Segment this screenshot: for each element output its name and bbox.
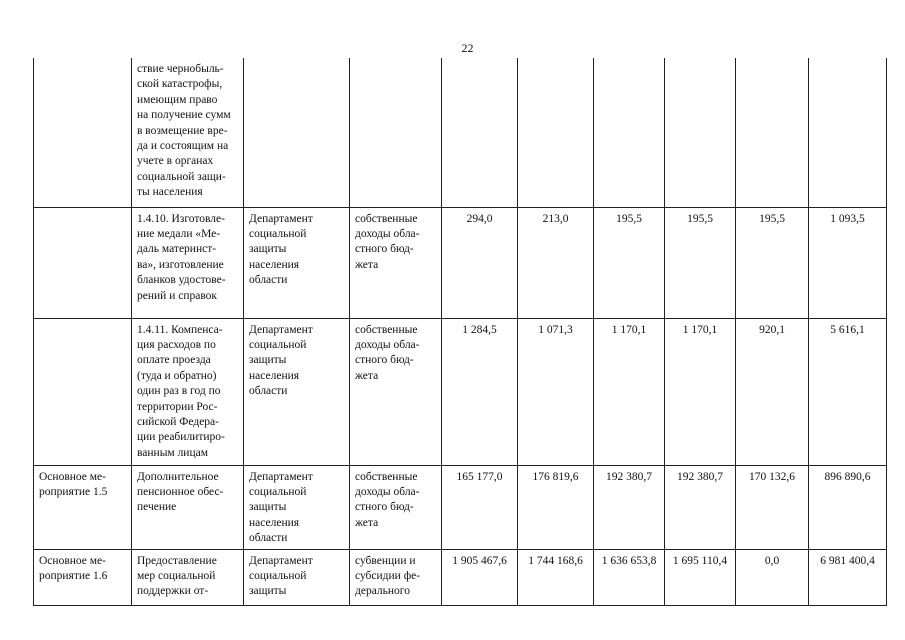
value-cell-1-text: 294,0 — [466, 212, 493, 225]
value-cell-3 — [594, 465, 665, 549]
table-row — [34, 318, 887, 465]
executor-cell — [244, 318, 350, 465]
value-cell-4 — [665, 58, 736, 207]
value-cell-2 — [518, 58, 594, 207]
activity-cell — [34, 207, 132, 318]
value-cell-3-text: 195,5 — [616, 212, 642, 225]
activity-cell-text: Основное ме- роприятие 1.6 — [39, 554, 108, 582]
measure-name-cell-text: Дополнительное пенсионное обес- печение — [137, 470, 224, 514]
value-cell-1 — [442, 549, 518, 605]
activity-cell — [34, 465, 132, 549]
total-cell — [809, 549, 887, 605]
value-cell-5-text: 0,0 — [764, 554, 780, 567]
table-row — [34, 549, 887, 605]
value-cell-4 — [665, 549, 736, 605]
budget-table — [33, 58, 887, 606]
measure-name-cell — [132, 318, 244, 465]
value-cell-4-text: 195,5 — [687, 212, 713, 225]
measure-name-cell — [132, 207, 244, 318]
measure-name-cell-text: 1.4.11. Компенса- ция расходов по оплате проезда (туда и обратно) один раз в год по территории Рос- сийской Федера- ции реабилитиро- ванным лицам — [137, 323, 225, 459]
value-cell-2 — [518, 318, 594, 465]
activity-cell — [34, 318, 132, 465]
value-cell-2-text: 176 819,6 — [532, 470, 579, 483]
measure-name-cell — [132, 58, 244, 207]
activity-cell — [34, 549, 132, 605]
activity-cell-text: Основное ме- роприятие 1.5 — [39, 470, 108, 498]
value-cell-3-text: 192 380,7 — [606, 470, 652, 483]
value-cell-5 — [736, 318, 809, 465]
funding-source-cell — [350, 58, 442, 207]
value-cell-1 — [442, 465, 518, 549]
executor-cell-text: Департамент социальной защиты населения области — [249, 212, 313, 287]
value-cell-2-text: 1 071,3 — [538, 323, 573, 336]
table-row — [34, 207, 887, 318]
value-cell-3 — [594, 58, 665, 207]
value-cell-3 — [594, 318, 665, 465]
executor-cell-text: Департамент социальной защиты — [249, 554, 313, 598]
executor-cell-text: Департамент социальной защиты населения области — [249, 470, 313, 545]
value-cell-5-text: 195,5 — [759, 212, 785, 225]
measure-name-cell-text: 1.4.10. Изготовле- ние медали «Ме- даль материнст- ва», изготовление бланков удостове- рений и справок — [137, 212, 226, 302]
value-cell-5-text: 920,1 — [759, 323, 785, 336]
value-cell-4-text: 1 170,1 — [682, 323, 718, 336]
funding-source-cell — [350, 549, 442, 605]
funding-source-cell — [350, 465, 442, 549]
value-cell-4 — [665, 207, 736, 318]
value-cell-3-text: 1 636 653,8 — [601, 554, 657, 567]
measure-name-cell — [132, 465, 244, 549]
measure-name-cell-text: ствие чернобыль- ской катастрофы, имеющим право на получение сумм в возмещение вре- да и состоящим на учете в органах социальной защи- ты населения — [137, 63, 231, 199]
value-cell-4 — [665, 465, 736, 549]
total-cell-text: 1 093,5 — [830, 212, 865, 225]
table-row — [34, 58, 887, 207]
table-row — [34, 465, 887, 549]
value-cell-2-text: 213,0 — [542, 212, 569, 225]
value-cell-1-text: 1 905 467,6 — [452, 554, 507, 567]
value-cell-1 — [442, 58, 518, 207]
value-cell-1 — [442, 207, 518, 318]
value-cell-1-text: 1 284,5 — [462, 323, 497, 336]
executor-cell — [244, 207, 350, 318]
funding-source-cell — [350, 207, 442, 318]
executor-cell-text: Департамент социальной защиты населения области — [249, 323, 313, 398]
value-cell-1 — [442, 318, 518, 465]
total-cell — [809, 207, 887, 318]
value-cell-2 — [518, 549, 594, 605]
value-cell-3 — [594, 549, 665, 605]
value-cell-3 — [594, 207, 665, 318]
value-cell-4-text: 192 380,7 — [677, 470, 723, 483]
value-cell-3-text: 1 170,1 — [611, 323, 647, 336]
value-cell-2 — [518, 465, 594, 549]
total-cell — [809, 465, 887, 549]
value-cell-2 — [518, 207, 594, 318]
funding-source-cell-text: собственные доходы обла- стного бюд- жета — [355, 323, 420, 382]
value-cell-5 — [736, 207, 809, 318]
total-cell-text: 896 890,6 — [824, 470, 871, 483]
executor-cell — [244, 465, 350, 549]
value-cell-5 — [736, 465, 809, 549]
value-cell-4-text: 1 695 110,4 — [672, 554, 728, 567]
total-cell-text: 6 981 400,4 — [820, 554, 875, 567]
value-cell-2-text: 1 744 168,6 — [528, 554, 583, 567]
value-cell-1-text: 165 177,0 — [456, 470, 503, 483]
activity-cell — [34, 58, 132, 207]
total-cell-text: 5 616,1 — [830, 323, 865, 336]
executor-cell — [244, 549, 350, 605]
executor-cell — [244, 58, 350, 207]
value-cell-4 — [665, 318, 736, 465]
total-cell — [809, 318, 887, 465]
measure-name-cell — [132, 549, 244, 605]
funding-source-cell-text: собственные доходы обла- стного бюд- жета — [355, 212, 420, 271]
value-cell-5 — [736, 58, 809, 207]
total-cell — [809, 58, 887, 207]
funding-source-cell — [350, 318, 442, 465]
funding-source-cell-text: субвенции и субсидии фе- дерального — [355, 554, 421, 598]
funding-source-cell-text: собственные доходы обла- стного бюд- жета — [355, 470, 420, 529]
page-number: 22 — [461, 41, 474, 55]
value-cell-5-text: 170 132,6 — [749, 470, 795, 483]
value-cell-5 — [736, 549, 809, 605]
measure-name-cell-text: Предоставление мер социальной поддержки от- — [137, 554, 217, 598]
